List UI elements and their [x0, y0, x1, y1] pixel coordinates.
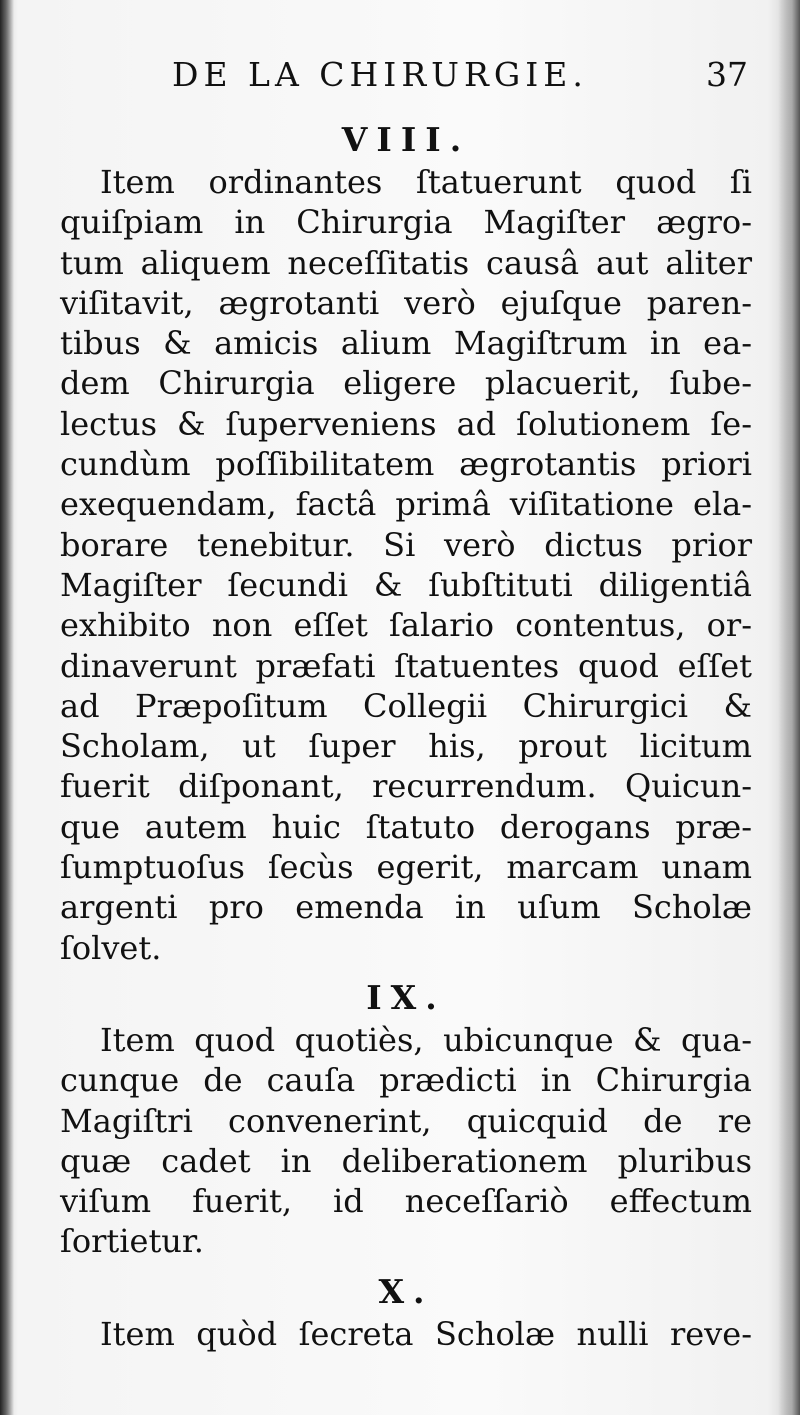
section-heading-x: X. — [378, 1271, 434, 1311]
page-number: 37 — [706, 55, 748, 94]
text-line: Magiſter ſecundi & ſubſtituti diligentiâ — [60, 565, 752, 604]
text-line: tum aliquem neceſſitatis causâ aut aliter — [60, 243, 752, 282]
section-heading-viii: VIII. — [341, 120, 471, 159]
text-line: exhibito non eſſet ſalario contentus, or- — [60, 606, 752, 645]
spacer — [60, 1262, 752, 1270]
text-line: cunque de cauſa prædicti in Chirurgia — [60, 1061, 752, 1100]
text-line: Magiſtri convenerint, quicquid de re — [60, 1101, 752, 1140]
text-line: que autem huic ſtatuto derogans præ- — [60, 807, 752, 846]
section-heading-ix: IX. — [366, 977, 446, 1017]
text-line: Item quòd ſecreta Scholæ nulli reve- — [100, 1314, 752, 1353]
text-line: dem Chirurgia eligere placuerit, ſube- — [60, 364, 752, 403]
text-line: Scholam, ut ſuper his, prout licitum — [60, 727, 752, 766]
text-line: lectus & ſuperveniens ad ſolutionem ſe- — [60, 404, 752, 443]
text-line: ſumptuoſus ſecùs egerit, marcam unam — [60, 848, 752, 887]
spacer — [60, 968, 752, 976]
text-line: viſitavit, ægrotanti verò ejuſque paren- — [60, 283, 752, 322]
text-line: dinaverunt præfati ſtatuentes quod eſſet — [60, 646, 752, 685]
text-line: ad Præpoſitum Collegii Chirurgici & — [60, 686, 752, 725]
page-body — [60, 118, 752, 1354]
text-line: borare tenebitur. Si verò dictus prior — [60, 525, 752, 564]
text-line: ſortietur. — [60, 1222, 204, 1261]
text-line: Item ordinantes ſtatuerunt quod ſi — [100, 163, 752, 201]
text-line: Item quod quotiès, ubicunque & qua- — [100, 1020, 752, 1059]
paragraph-ix — [60, 1020, 752, 1262]
page-header — [60, 55, 754, 105]
text-line: ſolvet. — [60, 928, 162, 967]
text-line: cundùm poſſibilitatem ægrotantis priori — [60, 445, 752, 484]
text-line: quæ cadet in deliberationem pluribus — [60, 1141, 752, 1180]
paragraph-viii — [60, 162, 752, 968]
paragraph-x — [60, 1314, 752, 1354]
running-head: DE LA CHIRURGIE. — [172, 55, 588, 94]
text-line: exequendam, factâ primâ viſitatione ela- — [60, 485, 752, 524]
text-line: viſum fuerit, id neceſſariò effectum — [60, 1182, 752, 1221]
text-line: quiſpiam in Chirurgia Magiſter ægro- — [60, 203, 752, 242]
text-line: fuerit diſponant, recurrendum. Quicun- — [60, 767, 752, 806]
text-line: tibus & amicis alium Magiſtrum in ea- — [60, 324, 752, 363]
text-line: argenti pro emenda in uſum Scholæ — [60, 888, 752, 927]
